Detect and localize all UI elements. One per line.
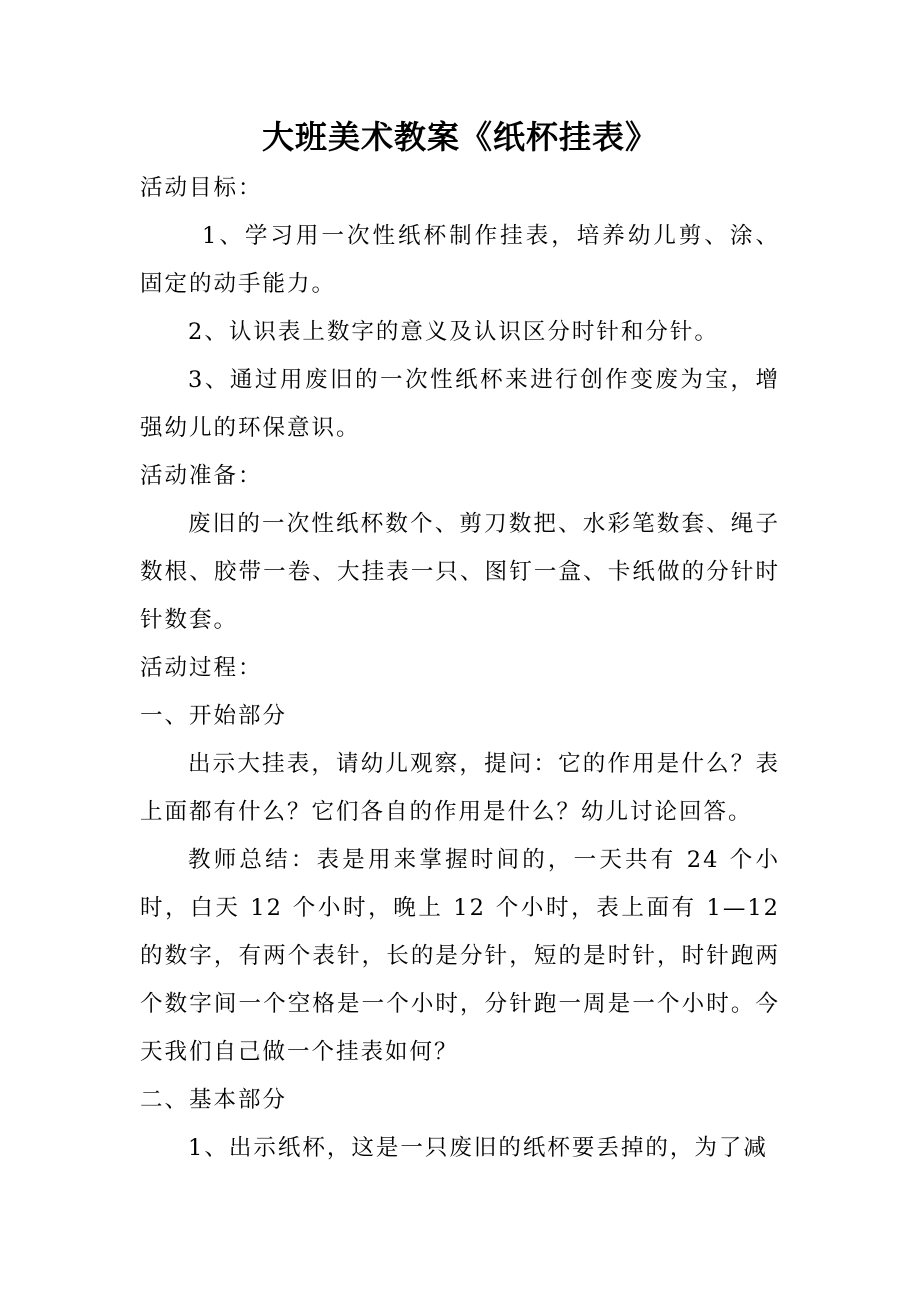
subsection-heading-basic: 二、基本部分: [140, 1087, 288, 1113]
subsection-heading-start: 一、开始部分: [140, 703, 288, 729]
goal-item-3: 3、通过用废旧的一次性纸杯来进行创作变废为宝，增强幼儿的环保意识。: [140, 367, 780, 441]
preparation-paragraph: 废旧的一次性纸杯数个、剪刀数把、水彩笔数套、绳子数根、胶带一卷、大挂表一只、图钉一盒、卡纸做的分针时针数套。: [140, 511, 780, 633]
document-title: 大班美术教案《纸杯挂表》: [261, 118, 658, 156]
goal-item-1: 1、学习用一次性纸杯制作挂表，培养幼儿剪、涂、固定的动手能力。: [140, 223, 780, 297]
goal-item-2: 2、认识表上数字的意义及认识区分时针和分针。: [188, 319, 719, 345]
section-heading-goals: 活动目标：: [140, 175, 263, 201]
basic-paragraph-1: 1、出示纸杯，这是一只废旧的纸杯要丢掉的，为了减: [188, 1135, 768, 1161]
teacher-summary-paragraph: 教师总结：表是用来掌握时间的，一天共有 24 个小时，白天 12 个小时，晚上 12 个小时，表上面有 1—12 的数字，有两个表针，长的是分针，短的是时针，时针跑两个数字间一个空格是一个小时，分针跑一周是一个小时。今天我们自己做一个挂表如何？: [140, 847, 780, 1065]
section-heading-process: 活动过程：: [140, 655, 263, 681]
start-paragraph: 出示大挂表，请幼儿观察，提问：它的作用是什么？表上面都有什么？它们各自的作用是什么？幼儿讨论回答。: [140, 751, 780, 825]
section-heading-preparation: 活动准备：: [140, 463, 263, 489]
document-body: [140, 164, 780, 1172]
